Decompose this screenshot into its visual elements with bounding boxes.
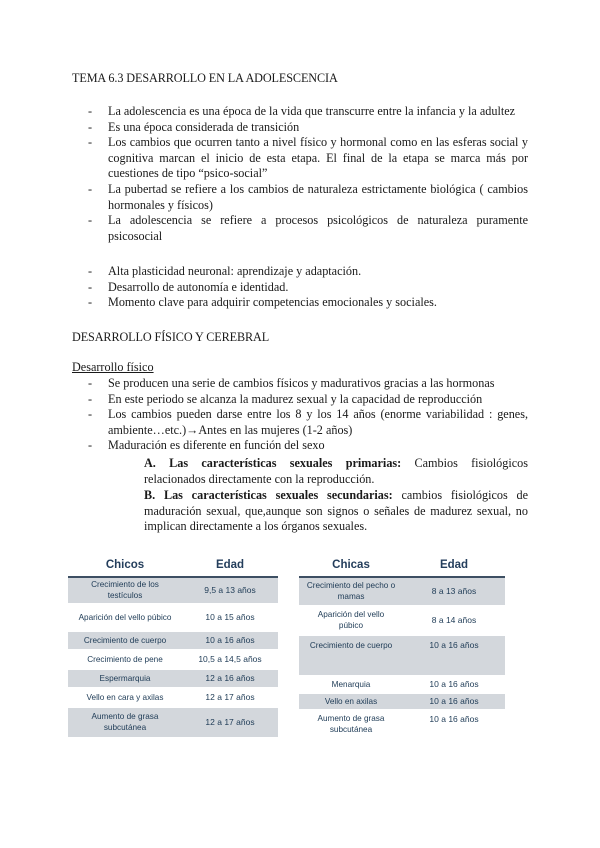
table-row [68, 707, 278, 737]
boys-table [68, 554, 278, 738]
table-cell: Vello en cara y axilas [68, 687, 182, 707]
list-item: - En este periodo se alcanza la madurez sexual y la capacidad de reproducción [88, 392, 528, 408]
list-item: - Los cambios pueden darse entre los 8 y los 14 años (enorme variabilidad : genes, ambiente…etc.)→Antes en las mujeres (1-2 años) [88, 407, 528, 438]
section-title: DESARROLLO FÍSICO Y CEREBRAL [72, 330, 270, 344]
intro-list [88, 104, 528, 244]
page-title: TEMA 6.3 DESARROLLO EN LA ADOLESCENCIA [72, 71, 338, 85]
table-cell: 10 a 16 años [403, 709, 505, 739]
table-cell: 10 a 16 años [182, 631, 278, 649]
girls-table [299, 554, 505, 740]
secondary-text: cambios fisiológicos de maduración sexual, que,aunque son signos o señales de madurez sexual, no implican directamente a los órganos sexuales. [144, 488, 528, 534]
list-item: - La adolescencia se refiere a procesos psicológicos de naturaleza puramente psicosocial [88, 213, 528, 244]
table-row [299, 709, 505, 739]
list-item: - Alta plasticidad neuronal: aprendizaje y adaptación. [88, 264, 528, 280]
table-cell: 10 a 16 años [403, 693, 505, 709]
primary-text: Cambios fisiológicos relacionados directamente con la reproducción. [144, 456, 528, 486]
table-header: Chicos [68, 554, 182, 577]
table-cell: Crecimiento de los testículos [68, 577, 182, 603]
secondary-characteristics [144, 488, 528, 535]
table-cell: Vello en axilas [299, 693, 403, 709]
table-row [299, 635, 505, 675]
list-item: - Es una época considerada de transición [88, 120, 528, 136]
table-row [68, 649, 278, 669]
table-cell: 12 a 16 años [182, 669, 278, 687]
table-row [68, 669, 278, 687]
table-cell: 9,5 a 13 años [182, 577, 278, 603]
table-cell: Menarquia [299, 675, 403, 693]
table-cell: 10 a 15 años [182, 603, 278, 631]
table-cell: 12 a 17 años [182, 687, 278, 707]
table-cell: Aparición del vello púbico [68, 603, 182, 631]
primary-label: A. Las características sexuales primarias: [144, 456, 402, 470]
list-item: - La pubertad se refiere a los cambios de naturaleza estrictamente biológica ( cambios hormonales y físicos) [88, 182, 528, 213]
list-item: - Desarrollo de autonomía e identidad. [88, 280, 528, 296]
table-header: Edad [403, 554, 505, 577]
table-cell: Crecimiento de cuerpo [68, 631, 182, 649]
list-item: - Se producen una serie de cambios físicos y madurativos gracias a las hormonas [88, 376, 528, 392]
table-cell: 8 a 13 años [403, 577, 505, 605]
features-list [88, 264, 528, 311]
list-item: - La adolescencia es una época de la vida que transcurre entre la infancia y la adultez [88, 104, 528, 120]
table-cell: 8 a 14 años [403, 605, 505, 635]
table-row [68, 577, 278, 603]
table-header: Edad [182, 554, 278, 577]
table-row [68, 603, 278, 631]
subheading: Desarrollo físico [72, 360, 154, 374]
table-cell: Aumento de grasa subcutánea [68, 707, 182, 737]
secondary-label: B. Las características sexuales secundarias: [144, 488, 393, 502]
table-row [299, 577, 505, 605]
table-cell: Crecimiento de cuerpo [299, 635, 403, 675]
table-cell: 10 a 16 años [403, 675, 505, 693]
table-cell: 12 a 17 años [182, 707, 278, 737]
primary-characteristics [144, 456, 528, 487]
list-item: - Maduración es diferente en función del sexo [88, 438, 528, 454]
table-cell: Crecimiento de pene [68, 649, 182, 669]
table-cell: Crecimiento del pecho o mamas [299, 577, 403, 605]
table-cell: 10,5 a 14,5 años [182, 649, 278, 669]
table-row [299, 605, 505, 635]
physical-list [88, 376, 528, 454]
list-item: - Los cambios que ocurren tanto a nivel físico y hormonal como en las esferas social y cognitiva marcan el inicio de esta etapa. El final de la etapa se marca más por cuestiones de tipo “psico-social” [88, 135, 528, 182]
table-row [299, 693, 505, 709]
table-row [68, 631, 278, 649]
table-cell: Aumento de grasa subcutánea [299, 709, 403, 739]
table-cell: 10 a 16 años [403, 635, 505, 675]
table-cell: Aparición del vello púbico [299, 605, 403, 635]
list-item: - Momento clave para adquirir competencias emocionales y sociales. [88, 295, 528, 311]
table-row [299, 675, 505, 693]
table-row [68, 687, 278, 707]
table-cell: Espermarquia [68, 669, 182, 687]
table-header: Chicas [299, 554, 403, 577]
